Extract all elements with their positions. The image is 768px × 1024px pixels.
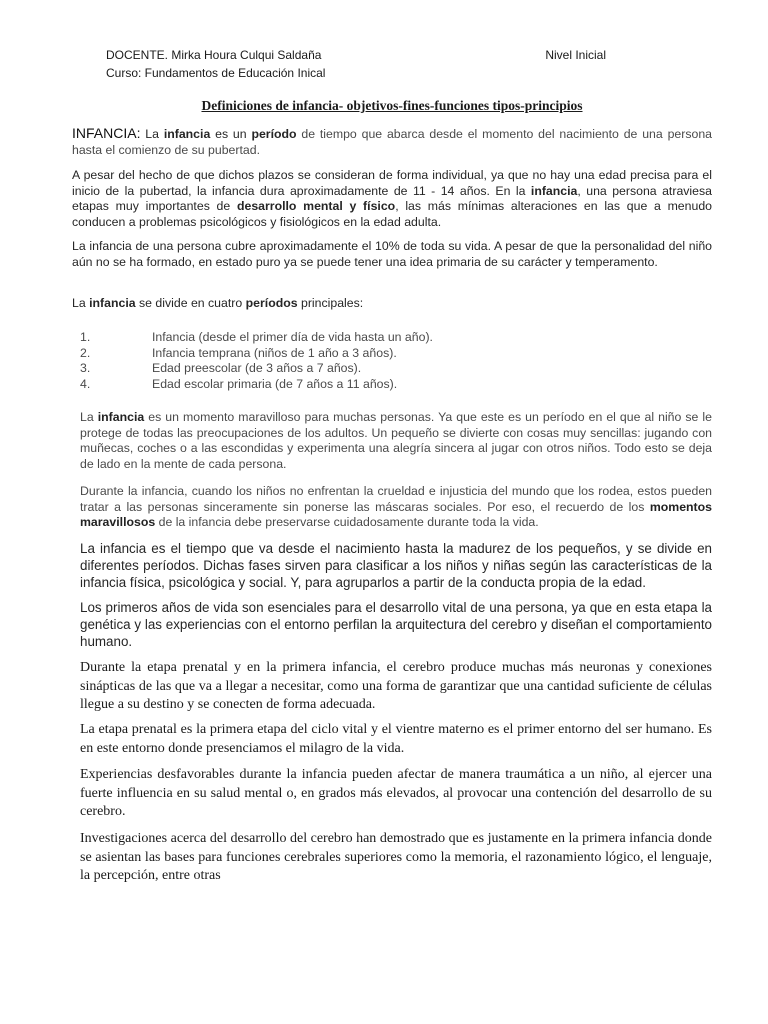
paragraph-9: Durante la etapa prenatal y en la primera infancia, el cerebro produce muchas más neuronas y conexiones sinápticas de las que va a llegar a necesitar, como una forma de garantizar que una cantidad suficiente de células llegue a su destino y se conecten de forma adecuada. bbox=[80, 660, 712, 712]
text-span: , una persona atraviesa etapas muy importantes de bbox=[72, 183, 712, 213]
bold-term: infancia bbox=[97, 410, 145, 424]
paragraph-5 bbox=[80, 410, 712, 472]
bold-term: infancia bbox=[530, 183, 578, 198]
paragraph-8: Los primeros años de vida son esenciales para el desarrollo vital de una persona, ya que en esta etapa la genética y las experiencias con el entorno perfilan la arquitectura del cerebro y diseñan el comportamiento humano. bbox=[80, 600, 712, 649]
text-span: La bbox=[80, 410, 98, 424]
text-span: La bbox=[72, 296, 90, 310]
paragraph-1 bbox=[72, 126, 712, 158]
paragraph-3: La infancia de una persona cubre aproximadamente el 10% de toda su vida. A pesar de que la personalidad del niño aún no se ha formado, en estado puro ya se puede tener una idea primaria de su carácter y temperamento. bbox=[72, 239, 712, 269]
paragraph-4 bbox=[72, 296, 712, 312]
text-span: A pesar del hecho de que dichos plazos se consideran de forma individual, ya que no hay una edad precisa para el inicio de la pubertad, la infancia dura aproximadamente de 11 - 14 años. En la bbox=[72, 168, 712, 198]
paragraph-7: La infancia es el tiempo que va desde el nacimiento hasta la madurez de los pequeños, y se divide en diferentes períodos. Dichas fases sirven para clasificar a los niños y niñas según las características de la infancia física, psicológica y social. Y, para agruparlos a partir de la conducta propia de la edad. bbox=[80, 541, 712, 590]
bold-term: infancia bbox=[163, 127, 211, 141]
list-text: Edad preescolar (de 3 años a 7 años). bbox=[152, 361, 362, 375]
text-span: principales: bbox=[297, 296, 364, 310]
bold-term: período bbox=[251, 127, 297, 141]
periods-list bbox=[80, 330, 580, 392]
text-span: , las más mínimas alteraciones en las que a menudo conducen a problemas psicológicos y fisiológicos en la edad adulta. bbox=[72, 199, 713, 229]
text-span: de la infancia debe preservarse cuidadosamente durante toda la vida. bbox=[155, 515, 539, 529]
infancia-label: INFANCIA: bbox=[72, 125, 141, 141]
text-span: La bbox=[140, 127, 164, 141]
paragraph-11: Experiencias desfavorables durante la infancia pueden afectar de manera traumática a un niño, al ejercer una fuerte influencia en su salud mental o, en grados más elevados, al provocar una contención del desarrollo de su cerebro. bbox=[80, 767, 712, 819]
list-item bbox=[80, 330, 580, 346]
list-number: 2. bbox=[80, 345, 91, 360]
list-item bbox=[80, 377, 580, 393]
bold-term: períodos bbox=[245, 296, 298, 310]
text-span: Durante la infancia, cuando los niños no enfrentan la crueldad e injusticia del mundo que los rodea, estos pueden tratar a las personas sinceramente sin ponerse las máscaras sociales. Por eso, el recuerdo de los bbox=[80, 484, 712, 514]
paragraph-6 bbox=[80, 484, 712, 531]
paragraph-2 bbox=[72, 168, 712, 230]
bold-term: desarrollo mental y físico bbox=[236, 199, 396, 213]
list-text: Infancia temprana (niños de 1 año a 3 años). bbox=[152, 345, 397, 360]
bold-term: infancia bbox=[89, 296, 136, 310]
text-span: se divide en cuatro bbox=[135, 296, 246, 310]
level-label: Nivel Inicial bbox=[545, 48, 606, 62]
list-item bbox=[80, 346, 580, 362]
list-item bbox=[80, 361, 580, 377]
text-span: de tiempo que abarca desde el momento del nacimiento de una persona hasta el comienzo de su pubertad. bbox=[72, 127, 713, 157]
course-name: Curso: Fundamentos de Educación Inical bbox=[106, 66, 326, 80]
list-text: Infancia (desde el primer día de vida hasta un año). bbox=[152, 330, 433, 344]
bold-term: momentos maravillosos bbox=[80, 499, 712, 529]
teacher-name: DOCENTE. Mirka Houra Culqui Saldaña bbox=[106, 48, 322, 62]
document-title: Definiciones de infancia- objetivos-fines-funciones tipos-principios bbox=[201, 98, 583, 113]
paragraph-12: Investigaciones acerca del desarrollo del cerebro han demostrado que es justamente en la primera infancia donde se asientan las bases para funciones cerebrales superiores como la memoria, el razonamiento lógico, el lenguaje, la percepción, entre otras bbox=[80, 831, 712, 883]
list-number: 1. bbox=[80, 330, 91, 344]
paragraph-10: La etapa prenatal es la primera etapa del ciclo vital y el vientre materno es el primer entorno del ser humano. Es en este entorno donde presenciamos el milagro de la vida. bbox=[80, 722, 712, 756]
text-span: es un bbox=[210, 127, 252, 141]
page-header bbox=[106, 46, 606, 82]
text-span: es un momento maravilloso para muchas personas. Ya que este es un período en el que al niño se le protege de todas las preocupaciones de los adultos. Un pequeño se divierte con cosas muy sencillas: jugando con muñecas, coches o a las escondidas y experimenta una alegría sincera al jugar con otros niños. Todo esto se deja de lado en la mente de cada persona. bbox=[80, 410, 712, 471]
list-number: 3. bbox=[80, 361, 91, 375]
list-number: 4. bbox=[80, 376, 91, 391]
list-text: Edad escolar primaria (de 7 años a 11 años). bbox=[152, 376, 398, 391]
